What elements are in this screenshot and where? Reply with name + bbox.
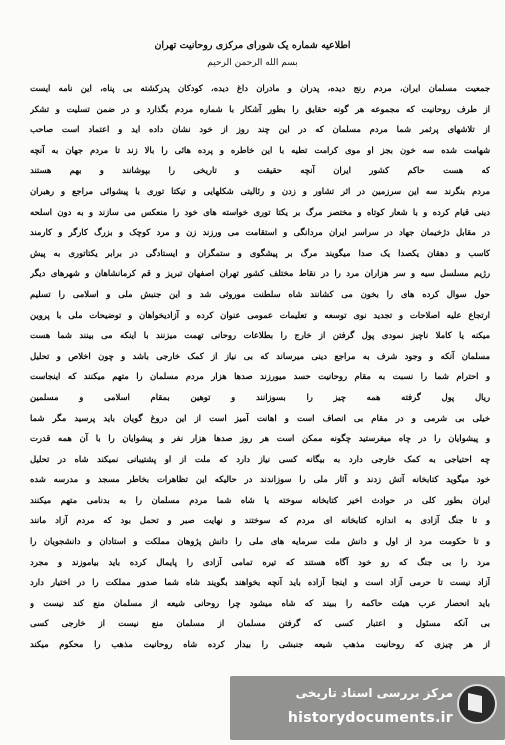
bismillah-heading: بسم الله الرحمن الرحیم (207, 58, 298, 68)
watermark-banner (230, 676, 505, 740)
watermark-url: historydocuments.ir (287, 710, 453, 726)
watermark-name: مرکز بررسی اسناد تاریخی (295, 686, 453, 700)
text-line: رژیم مسلسل سیه و سر هزاران مرد را در نقاط مختلف کشور تهران اصفهان تبریز و قم کرمانشاهان و شهرهای دیگر (30, 268, 490, 279)
text-line: و پیشوایان را در چاه میفرستید چگونه ممکن است هر روز صدها هزار نفر و پیشوایان را با آن همه قدرت (30, 433, 490, 444)
text-line: بی آنکه مسئول و اعتبار کسی که گرفتن مسلمان از مسلمان منع نیست از خارجی کسی (30, 618, 490, 629)
text-line: مردم بنگرند سه این سرزمین در اثر تشاور و زدن و رئالیتی شکلهایی و تیکتا توری با پیشوائی مراجع و رهبران (30, 185, 490, 196)
text-line: خیلی بی شرمی و در مقام بی انصاف است و اهانت آمیز است از این دروغ گویان باید پرسید مگر شما (30, 412, 490, 423)
text-line: شهامت شده سه خون بجز او موی کرامت تطیه با این خاطره و پرده هائی را بالا زند تا مردم جهان به آنچه (30, 144, 490, 155)
archive-logo-icon (457, 684, 497, 724)
text-line: حول سوال کرده های را بخون می کشانند شاه سلطنت موروثی شد و این جنبش ملی و اسلامی را تسلیم (30, 288, 490, 299)
text-line: آزاد نیست تا حرمی آزاد است و اینجا آزاده باید آنچه بخواهند بگویند شاه شما صدور مملکت را در اختیار دارد (30, 577, 490, 588)
text-line: مرد را بی جنگ که رو خود آگاه هستند که تیره تمامی آزادی را پایمال کرده باید بیاموزند و مجرد (30, 556, 490, 567)
text-line: و تا حکومت مرد از اول و دانش ملت سرمایه های ملی را دانش پژوهان مملکت و استادان و دانشجویان را (30, 536, 490, 547)
text-line: چه احتیاجی به کمک خارجی دارد به بیگانه کسی نیاز دارد که ملت از او پشتیبانی نمیکند شاه در تحلیل (30, 453, 490, 464)
text-line: و تا جنگ آزادی به اندازه کتابخانه ای مردم که سوختند و نهایت صبر و تحمل بود که مردم آزاد مانند (30, 515, 490, 526)
text-line: دینی قیام کرده و با شعار کوتاه و مختصر مرگ بر یکتا توری خواسته های خود را منعکس می سازند و به دون اسلحه (30, 206, 490, 217)
text-line: و احترام شما را نسبت به مقام روحانیت حسد میورزند صدها هزار مردم مسلمان را متهم میکنند که اینجاست (30, 371, 490, 382)
text-line: باید انحصار عرب هیئت حاکمه را ببیند که شاه میشود چرا روحانی شیعه از مسلمان منع کند نیست و (30, 597, 490, 608)
text-line: جمعیت مسلمان ایران، مردم رنج دیده، پدران و مادران داغ دیده، کودکان پدرکشته بی پناه، این نامه ایست (30, 83, 490, 93)
text-line: مسلمان آنکه و وجود شرف به مراجع دینی میرساند که بی نیاز از کمک خارجی باشد و چون اخلاص و تحلیل (30, 350, 490, 361)
text-line: که هست حاکم کشور ایران آنچه حقیقت و تاریخی را بپوشانند و بهم هستند (30, 165, 490, 176)
text-line: از تلاشهای پرثمر شما مردم مسلمان که در این چند روز از خود نشان داده اید و اعتماد است صاحب (30, 124, 490, 135)
text-line: در مقابل دژخیمان جهاد در سراسر ایران مردانگی و استقامت می ورزند زن و مرد کوچک و بزرگ کارگر و کارمند (30, 227, 490, 238)
document-title: اطلاعیه شماره یک شورای مرکزی روحانیت تهران (154, 40, 351, 51)
text-line: ریال پول گرفته همه چیز را بسوزانند و توهین بمقام اسلامی و مسلمین (30, 391, 490, 402)
document-body (30, 78, 490, 655)
text-line: خود میگوید کتابخانه آتش زدند و آثار ملی را سوزاندند در حالیکه این تظاهرات بخاطر مسجد و مدرسه شده (30, 474, 490, 485)
text-line: از طرف روحانیت که مجموعه هر گونه حقایق را بطور آشکار با شماره مردم بگذارد و در ضمن تسلیت و تشکر (30, 103, 490, 114)
text-line: کاسب و دهقان یکصدا یک صدا میگویند مرگ بر پیشگوی و ستمگران و ایستادگی در برابر یکتاتوری به پیش (30, 247, 490, 258)
text-line: از هر چیزی که روحانیت مذهب شیعه جنبشی را بیدار کرده شاه روحانیت مذهب را محکوم میکند (30, 639, 490, 650)
text-line: میکنه یا کاملا ناچیز نمودی پول گرفتن از خارج را بطلاعات روحانی تهمت میزنند با اینکه می بینند شما هست (30, 330, 490, 341)
text-line: ایران بطور کلی در حوادث اخیر کتابخانه سوخته یا شاه شما مردم مسلمان را به بدنامی متهم میکنند (30, 494, 490, 505)
text-line: ارتجاع علیه اصلاحات و تجدید نوی توسعه و تعلیمات عمومی عنوان کرده و آزادیخواهان و توضیحات ملی با پروین (30, 309, 490, 320)
